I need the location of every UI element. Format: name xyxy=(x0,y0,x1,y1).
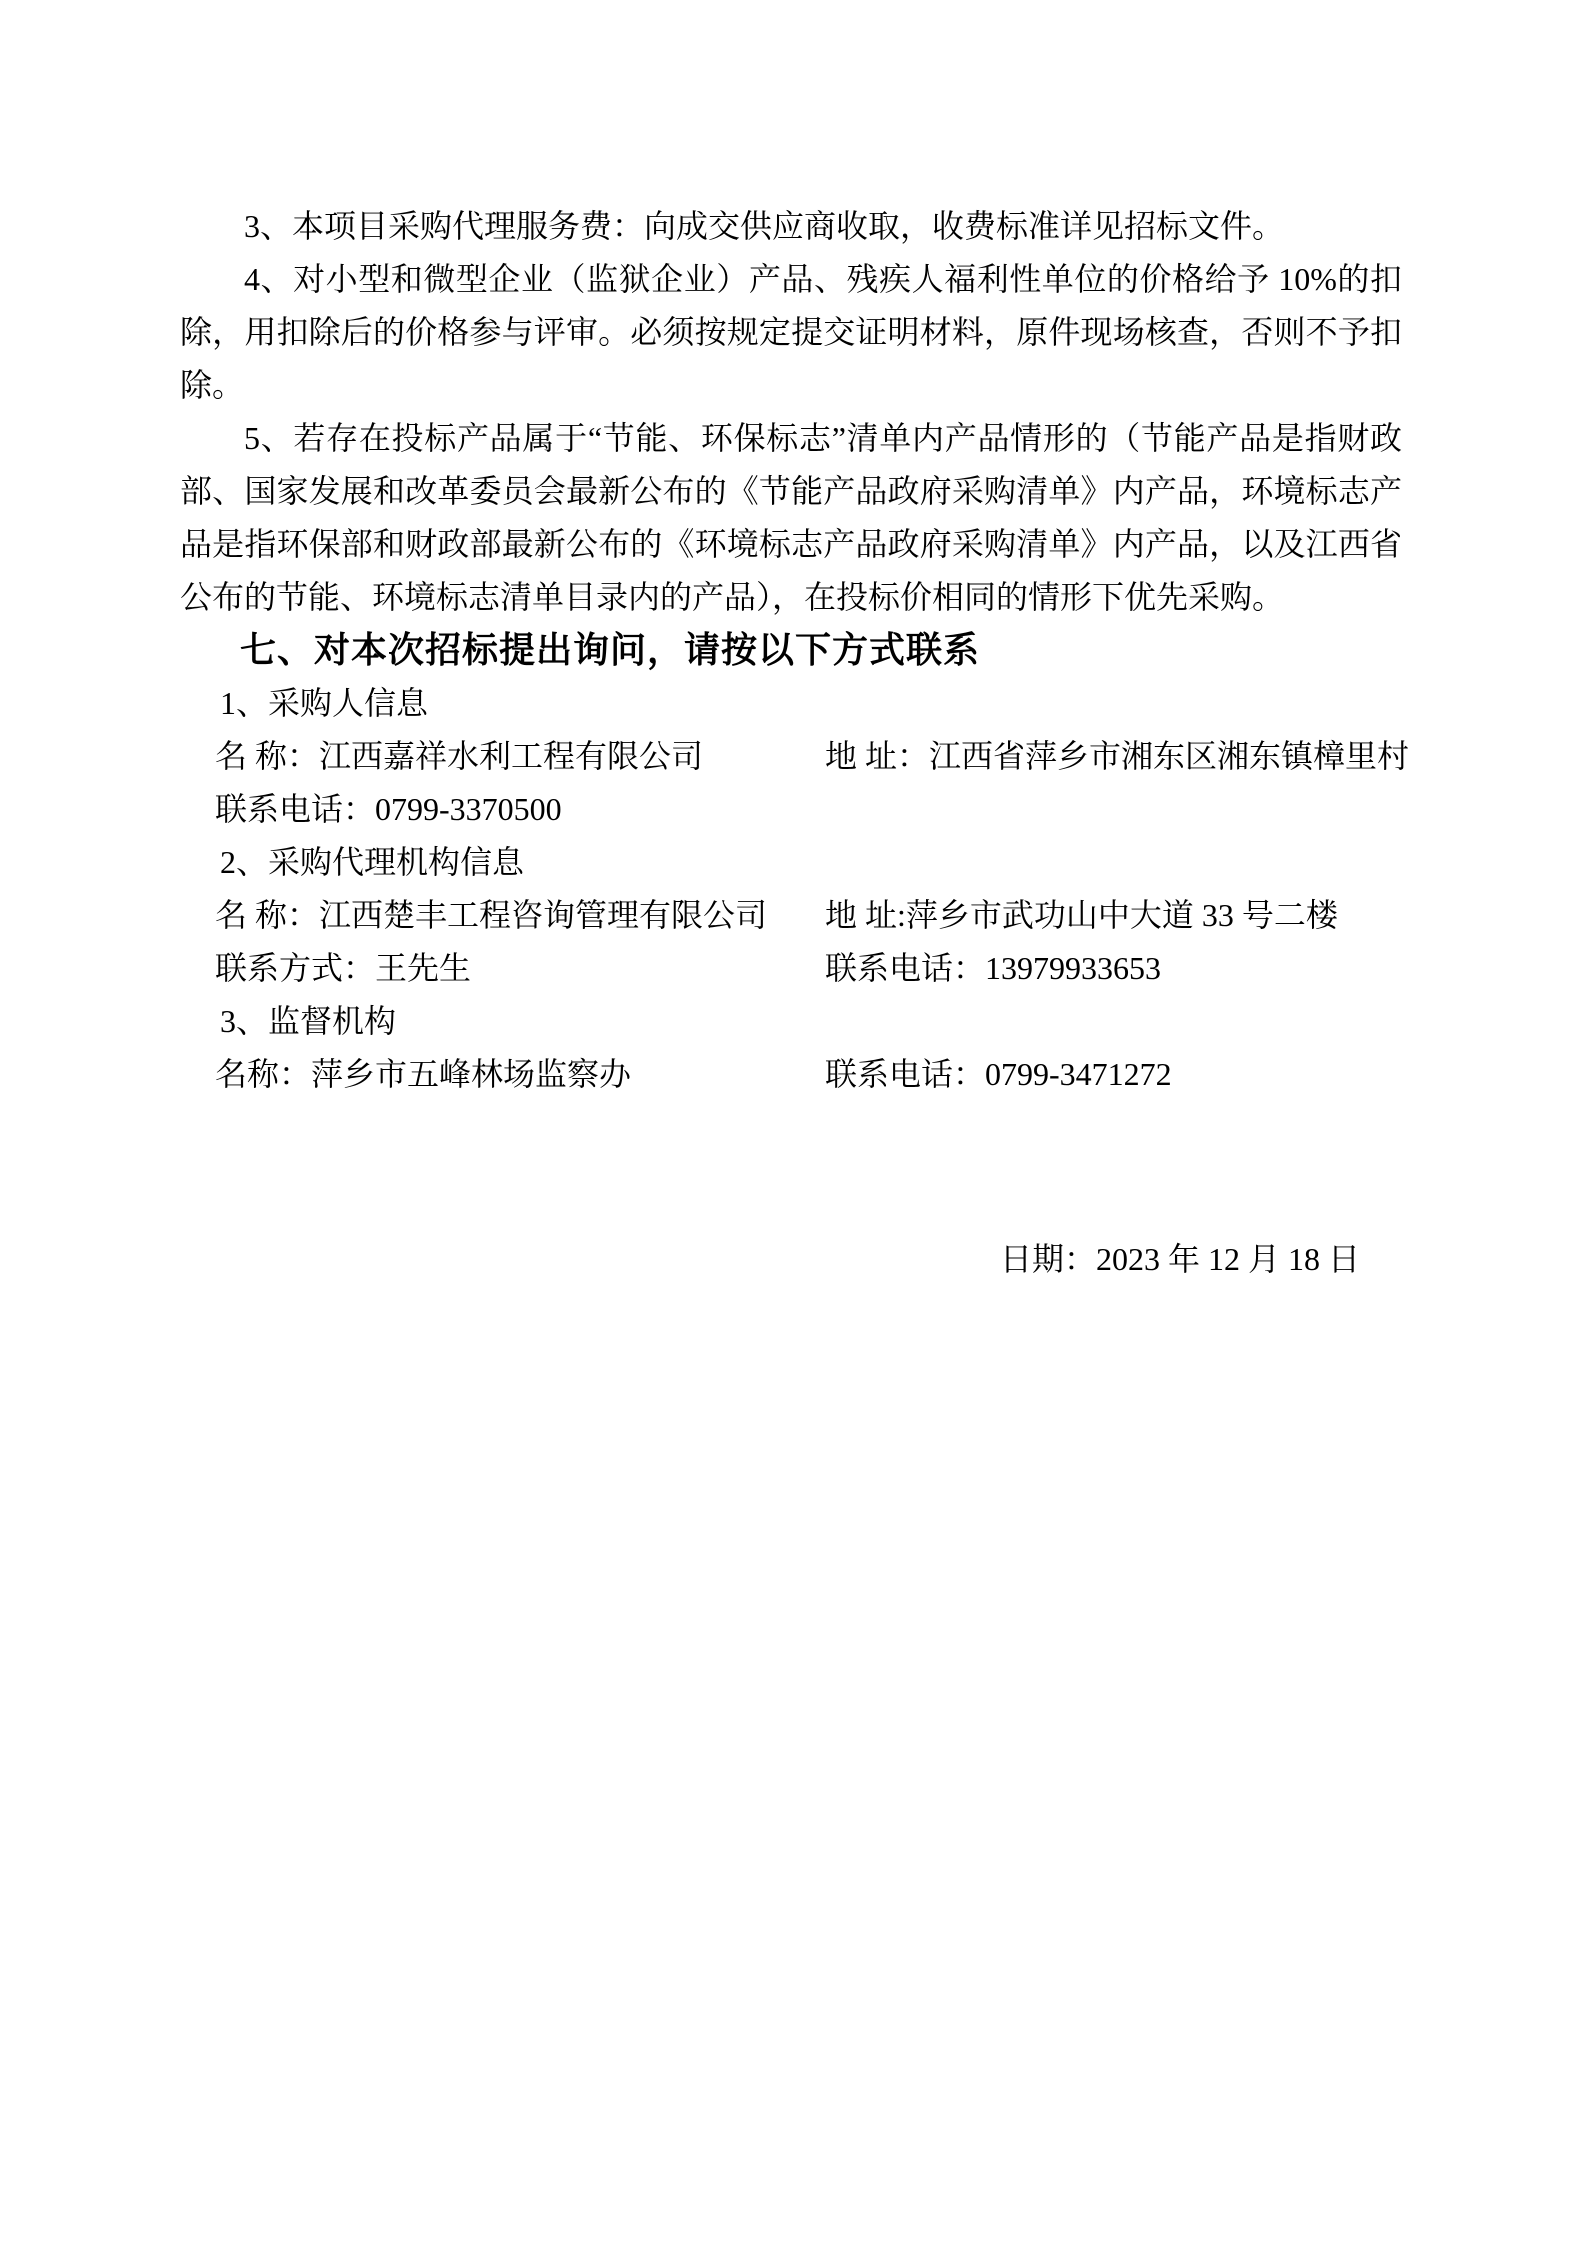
contact-row xyxy=(215,730,1410,783)
contact-group-agency-label: 2、采购代理机构信息 xyxy=(220,844,525,880)
purchaser-phone: 联系电话：0799-3370500 xyxy=(215,791,562,827)
contact-group-agency xyxy=(180,836,1402,995)
contact-row xyxy=(215,1048,1402,1101)
contact-group-supervisor-label: 3、监督机构 xyxy=(220,1003,397,1039)
document-date: 日期：2023 年 12 月 18 日 xyxy=(1000,1241,1361,1277)
section-heading-inquiry-contact: 七、对本次招标提出询问，请按以下方式联系 xyxy=(240,630,981,670)
paragraph-agency-fee: 3、本项目采购代理服务费：向成交供应商收取，收费标准详见招标文件。 xyxy=(244,208,1285,244)
supervisor-name: 名称：萍乡市五峰林场监察办 xyxy=(215,1056,632,1092)
contact-group-purchaser-label: 1、采购人信息 xyxy=(220,685,429,721)
contact-row xyxy=(215,783,1402,836)
agency-contact-person: 联系方式：王先生 xyxy=(215,950,472,986)
contact-group-purchaser xyxy=(180,677,1410,836)
agency-phone: 联系电话：13979933653 xyxy=(825,950,1162,986)
paragraph-energy-label: 5、若存在投标产品属于“节能、环保标志”清单内产品情形的（节能产品是指财政部、国家发展和改革委员会最新公布的《节能产品政府采购清单》内产品，环境标志产品是指环保部和财政部最新公布的《环境标志产品政府采购清单》内产品，以及江西省公布的节能、环境标志清单目录内的产品），在投标价相同的情形下优先采购。 xyxy=(180,420,1402,615)
contact-row xyxy=(215,889,1402,942)
purchaser-row2-right xyxy=(825,783,1402,836)
agency-address: 地 址:萍乡市武功山中大道 33 号二楼 xyxy=(825,897,1338,933)
paragraph-price-deduction: 4、对小型和微型企业（监狱企业）产品、残疾人福利性单位的价格给予 10%的扣除，用扣除后的价格参与评审。必须按规定提交证明材料，原件现场核查，否则不予扣除。 xyxy=(180,261,1402,403)
supervisor-phone: 联系电话：0799-3471272 xyxy=(825,1056,1172,1092)
contact-row xyxy=(215,942,1402,995)
purchaser-name: 名 称：江西嘉祥水利工程有限公司 xyxy=(215,738,704,774)
contact-group-supervisor xyxy=(180,995,1402,1101)
document-content xyxy=(180,200,1410,1286)
agency-name: 名 称：江西楚丰工程咨询管理有限公司 xyxy=(215,897,768,933)
purchaser-address: 地 址：江西省萍乡市湘东区湘东镇樟里村 xyxy=(825,738,1410,774)
